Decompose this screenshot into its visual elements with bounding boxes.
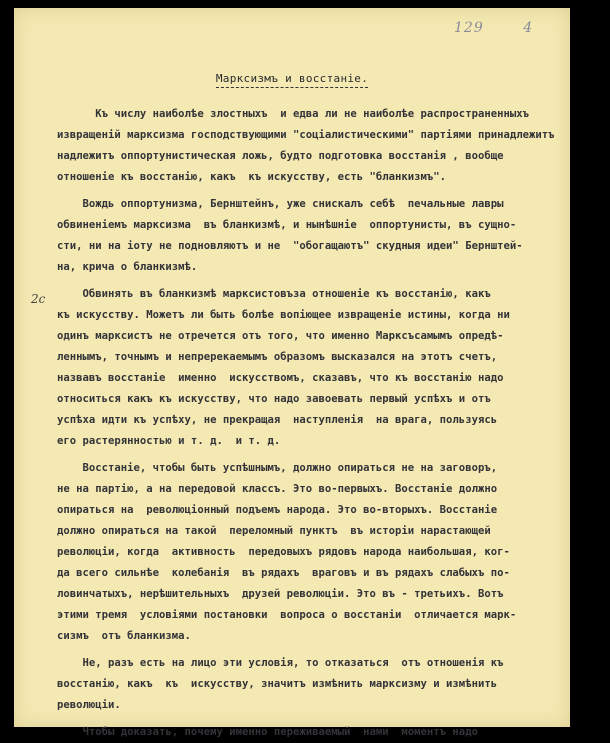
text-line: должно опираться на такой переломный пунктъ въ исторіи нарастающей	[57, 525, 491, 537]
text-line: этими тремя условіями постановки вопроса о восстаніи отличается марк-	[57, 609, 517, 621]
text-line: опираться на революціонный подъемъ народа. Это во-вторыхъ. Восстаніе	[57, 504, 498, 516]
text-line: на, крича о бланкизмѣ.	[57, 261, 198, 273]
text-line: назвавъ восстаніе именно искусствомъ, сказавъ, что къ восстанію надо	[57, 372, 504, 384]
document-body	[57, 104, 610, 743]
paragraph	[57, 653, 610, 716]
text-line: не на партію, а на передовой классъ. Это во-первыхъ. Восстаніе должно	[57, 483, 498, 495]
text-line: Не, разъ есть на лицо эти условія, то отказаться отъ отношенія къ	[57, 657, 504, 669]
folio-number	[454, 20, 533, 36]
text-line: надлежитъ оппортунистическая ложь, будто подготовка восстанія , вообще	[57, 150, 504, 162]
paragraph	[57, 104, 610, 188]
text-line: его растерянностью и т. д. и т. д.	[57, 435, 281, 447]
text-line: сизмъ отъ бланкизма.	[57, 630, 191, 642]
text-line: да всего сильнѣе колебанія въ рядахъ враговъ и въ рядахъ слабыхъ по-	[57, 567, 510, 579]
text-line: къ искусству. Можетъ ли быть болѣе вопіющее извращеніе истины, когда ни	[57, 309, 510, 321]
paragraph	[57, 722, 610, 743]
text-line: сти, ни на іоту не подновляютъ и не "обогащаютъ" скудныя идеи" Бернштей-	[57, 240, 523, 252]
text-line: отношеніе къ восстанію, какъ къ искусству, есть "бланкизмъ".	[57, 171, 447, 183]
paragraph	[57, 458, 610, 647]
text-line: Чтобы доказать, почему именно переживаемый нами моментъ надо	[57, 726, 478, 738]
page-number: 129	[454, 20, 484, 36]
text-line: извращеній марксизма господствующими "соціалистическими" партіями принадлежитъ	[57, 129, 555, 141]
text-line: обвиненіемъ марксизма въ бланкизмѣ, и нынѣшніе оппортунисты, въ сущно-	[57, 219, 517, 231]
text-line: относиться какъ къ искусству, что надо завоевать первый успѣхъ и отъ	[57, 393, 491, 405]
text-line: восстанію, какъ къ искусству, значитъ измѣнить марксизму и измѣнить	[57, 678, 498, 690]
paragraph	[57, 194, 610, 278]
page-title	[14, 72, 570, 85]
document-page	[14, 8, 570, 738]
text-line: Къ числу наиболѣе злостныхъ и едва ли не наиболѣе распространенныхъ	[57, 108, 529, 120]
text-line: революціи.	[57, 699, 121, 711]
title-text: Марксизмъ и восстаніе.	[216, 72, 368, 88]
text-line: революціи, когда активность передовыхъ рядовъ народа наибольшая, ког-	[57, 546, 510, 558]
text-line: успѣха идти къ успѣху, не прекращая наступленія на врага, пользуясь	[57, 414, 498, 426]
text-line: леннымъ, точнымъ и непререкаемымъ образомъ высказался на этотъ счетъ,	[57, 351, 498, 363]
margin-note: 2с	[31, 292, 46, 306]
paragraph	[57, 284, 610, 452]
sheet-mark: 4	[523, 20, 534, 36]
text-line: Вождь оппортунизма, Бернштейнъ, уже снискалъ себѣ печальные лавры	[57, 198, 504, 210]
text-line: одинъ марксистъ не отречется отъ того, что именно Марксъсамымъ опредѣ-	[57, 330, 504, 342]
text-line: ловинчатыхъ, нерѣшительныхъ друзей революціи. Это въ - третьихъ. Вотъ	[57, 588, 504, 600]
text-line: Обвинять въ бланкизмѣ марксистовъза отношеніе къ восстанію, какъ	[57, 288, 491, 300]
text-line: Восстаніе, чтобы быть успѣшнымъ, должно опираться не на заговоръ,	[57, 462, 498, 474]
